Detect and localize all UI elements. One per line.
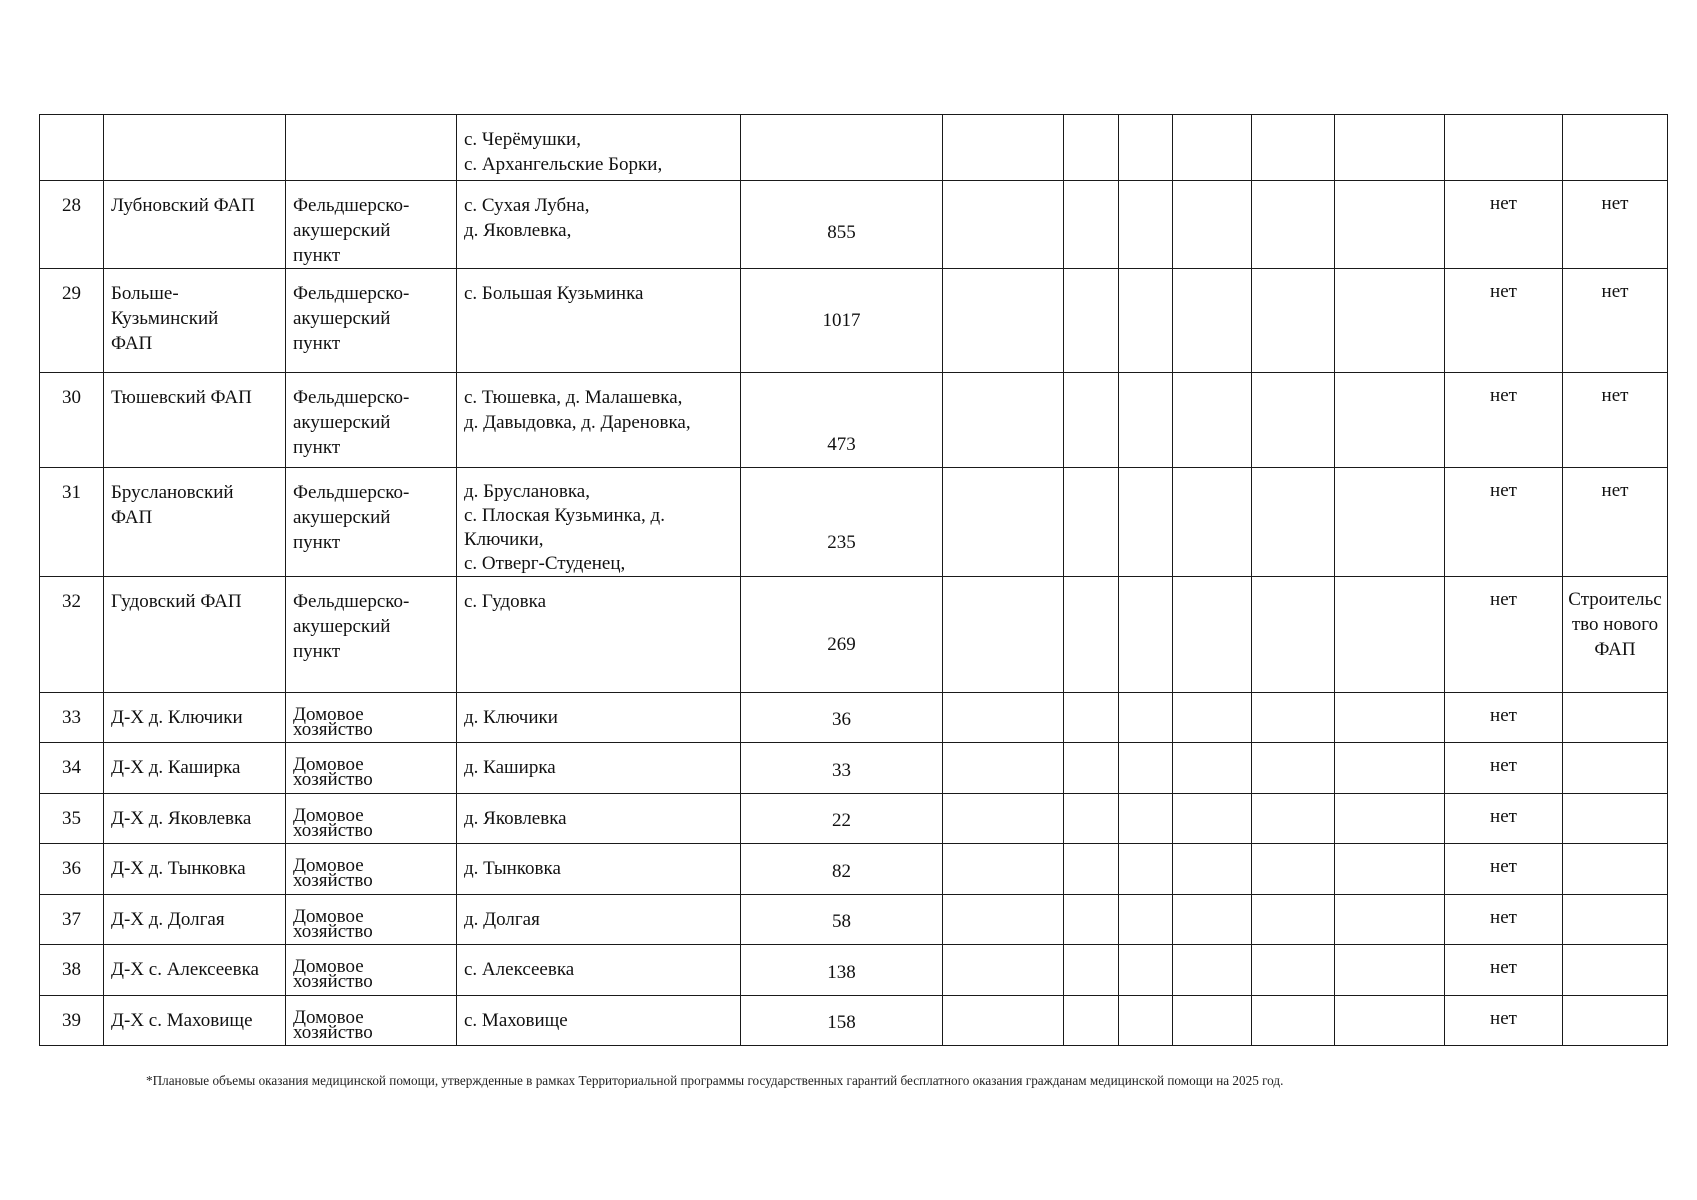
has-facility-cell: [1445, 181, 1563, 269]
empty-cell: [1064, 373, 1119, 468]
empty-cell: [943, 945, 1064, 996]
plan-cell: [1563, 181, 1668, 269]
facility-type-cell: [286, 693, 457, 743]
empty-cell: [1064, 895, 1119, 945]
facility-name-line: Д-Х д. Яковлевка: [111, 808, 252, 829]
plan-cell: [1563, 794, 1668, 844]
row-number: 37: [62, 909, 81, 930]
facility-type-line: Фельдшерско-: [293, 195, 410, 216]
plan-line: тво нового: [1571, 614, 1659, 635]
locality-line: д. Яковлевка: [464, 808, 567, 829]
facility-name-cell: [104, 743, 286, 794]
facility-name-cell: [104, 996, 286, 1046]
empty-cell: [1252, 181, 1335, 269]
facility-type-line: хозяйство: [293, 719, 373, 740]
has-facility-value: нет: [1490, 281, 1517, 302]
row-number: 33: [62, 707, 81, 728]
row-number-cell: [40, 577, 104, 693]
facility-name-line: Д-Х д. Каширка: [111, 757, 241, 778]
facility-type-cell: [286, 743, 457, 794]
empty-cell: [1335, 895, 1445, 945]
population-cell: [741, 373, 943, 468]
locality-line: с. Гудовка: [464, 591, 547, 612]
population-value: 33: [832, 760, 851, 781]
population-cell: [741, 996, 943, 1046]
empty-cell: [1252, 895, 1335, 945]
facility-type-line: хозяйство: [293, 769, 373, 790]
facility-name-line: Д-Х д. Ключики: [111, 707, 243, 728]
locality-cell: [457, 743, 741, 794]
empty-cell: [1064, 181, 1119, 269]
empty-cell: [1119, 181, 1173, 269]
locality-line: д. Яковлевка,: [464, 220, 572, 241]
plan-cell: [1563, 468, 1668, 577]
table-row: [40, 693, 1668, 743]
empty-cell: [1252, 577, 1335, 693]
population-value: 82: [832, 861, 851, 882]
table-row: [40, 996, 1668, 1046]
locality-cell: [457, 577, 741, 693]
plan-cell: [1563, 895, 1668, 945]
facility-name-line: Д-Х д. Долгая: [111, 909, 225, 930]
facility-name-cell: [104, 115, 286, 181]
facility-type-line: Домовое: [293, 805, 364, 826]
plan-line: Строительс: [1568, 589, 1662, 610]
has-facility-cell: [1445, 945, 1563, 996]
facility-type-line: пункт: [293, 333, 341, 354]
row-number: 31: [62, 482, 81, 503]
row-number-cell: [40, 693, 104, 743]
facility-type-line: Фельдшерско-: [293, 591, 410, 612]
facility-type-line: хозяйство: [293, 971, 373, 992]
population-cell: [741, 269, 943, 373]
plan-cell: [1563, 743, 1668, 794]
empty-cell: [1252, 468, 1335, 577]
empty-cell: [1064, 794, 1119, 844]
empty-cell: [1335, 373, 1445, 468]
row-number-cell: [40, 895, 104, 945]
facility-name-cell: [104, 895, 286, 945]
empty-cell: [1119, 895, 1173, 945]
row-number-cell: [40, 269, 104, 373]
empty-cell: [1173, 181, 1252, 269]
has-facility-cell: [1445, 468, 1563, 577]
facility-type-line: Домовое: [293, 906, 364, 927]
facility-type-cell: [286, 577, 457, 693]
table-row: [40, 743, 1668, 794]
has-facility-cell: [1445, 115, 1563, 181]
empty-cell: [1173, 693, 1252, 743]
locality-line: с. Алексеевка: [464, 959, 575, 980]
facility-type-cell: [286, 269, 457, 373]
facility-type-line: акушерский: [293, 412, 391, 433]
facility-type-line: Домовое: [293, 956, 364, 977]
empty-cell: [1064, 468, 1119, 577]
empty-cell: [1064, 693, 1119, 743]
facility-type-line: хозяйство: [293, 1022, 373, 1043]
population-value: 36: [832, 709, 851, 730]
empty-cell: [1119, 844, 1173, 895]
has-facility-value: нет: [1490, 385, 1517, 406]
empty-cell: [943, 844, 1064, 895]
empty-cell: [1173, 269, 1252, 373]
has-facility-value: нет: [1490, 705, 1517, 726]
population-value: 22: [832, 810, 851, 831]
empty-cell: [1335, 577, 1445, 693]
facility-name-cell: [104, 693, 286, 743]
facility-type-line: пункт: [293, 641, 341, 662]
locality-cell: [457, 269, 741, 373]
facility-type-line: Домовое: [293, 704, 364, 725]
empty-cell: [1173, 844, 1252, 895]
row-number: 32: [62, 591, 81, 612]
facility-name-cell: [104, 577, 286, 693]
facility-name-line: Д-Х с. Алексеевка: [111, 959, 259, 980]
has-facility-value: нет: [1490, 957, 1517, 978]
plan-line: нет: [1601, 480, 1629, 501]
has-facility-cell: [1445, 794, 1563, 844]
row-number-cell: [40, 743, 104, 794]
empty-cell: [1252, 996, 1335, 1046]
empty-cell: [1064, 996, 1119, 1046]
locality-line: с. Большая Кузьминка: [464, 283, 644, 304]
table-row: [40, 945, 1668, 996]
facility-name-line: Д-Х с. Маховище: [111, 1010, 253, 1031]
row-number: 30: [62, 387, 81, 408]
locality-line: с. Черёмушки,: [464, 129, 581, 150]
facility-name-cell: [104, 844, 286, 895]
population-value: 473: [827, 434, 856, 455]
row-number-cell: [40, 794, 104, 844]
population-cell: [741, 468, 943, 577]
facility-name-line: Тюшевский ФАП: [111, 387, 252, 408]
empty-cell: [1173, 895, 1252, 945]
table-row: [40, 895, 1668, 945]
locality-line: с. Отверг-Студенец,: [464, 553, 626, 574]
empty-cell: [1173, 468, 1252, 577]
facility-type-cell: [286, 996, 457, 1046]
empty-cell: [1064, 115, 1119, 181]
empty-cell: [1119, 468, 1173, 577]
locality-cell: [457, 996, 741, 1046]
empty-cell: [1064, 945, 1119, 996]
table-row: [40, 844, 1668, 895]
empty-cell: [1173, 577, 1252, 693]
empty-cell: [943, 996, 1064, 1046]
facility-type-cell: [286, 844, 457, 895]
empty-cell: [943, 269, 1064, 373]
locality-line: д. Каширка: [464, 757, 556, 778]
empty-cell: [1173, 743, 1252, 794]
facility-name-cell: [104, 373, 286, 468]
population-value: 138: [827, 962, 856, 983]
has-facility-cell: [1445, 743, 1563, 794]
has-facility-cell: [1445, 693, 1563, 743]
plan-cell: [1563, 996, 1668, 1046]
has-facility-value: нет: [1490, 193, 1517, 214]
population-cell: [741, 794, 943, 844]
empty-cell: [1119, 269, 1173, 373]
population-cell: [741, 844, 943, 895]
row-number: 39: [62, 1010, 81, 1031]
has-facility-cell: [1445, 269, 1563, 373]
plan-cell: [1563, 577, 1668, 693]
plan-cell: [1563, 693, 1668, 743]
empty-cell: [943, 181, 1064, 269]
plan-line: ФАП: [1594, 639, 1636, 660]
locality-cell: [457, 115, 741, 181]
row-number: 28: [62, 195, 81, 216]
row-number: 36: [62, 858, 81, 879]
plan-line: нет: [1601, 385, 1629, 406]
facility-type-cell: [286, 373, 457, 468]
table-row: [40, 115, 1668, 181]
empty-cell: [1119, 794, 1173, 844]
facility-type-cell: [286, 895, 457, 945]
has-facility-cell: [1445, 895, 1563, 945]
has-facility-cell: [1445, 577, 1563, 693]
row-number-cell: [40, 468, 104, 577]
empty-cell: [1252, 693, 1335, 743]
population-value: 58: [832, 911, 851, 932]
plan-line: нет: [1601, 193, 1629, 214]
row-number-cell: [40, 945, 104, 996]
empty-cell: [1252, 945, 1335, 996]
table-body: [40, 115, 1668, 1046]
row-number-cell: [40, 844, 104, 895]
empty-cell: [1119, 693, 1173, 743]
facility-name-line: Бруслановский: [111, 482, 234, 503]
facility-type-line: Домовое: [293, 754, 364, 775]
row-number: 29: [62, 283, 81, 304]
population-cell: [741, 743, 943, 794]
facility-type-line: Домовое: [293, 1007, 364, 1028]
row-number: 34: [62, 757, 81, 778]
empty-cell: [1252, 844, 1335, 895]
population-value: 1017: [822, 310, 861, 331]
empty-cell: [1252, 373, 1335, 468]
locality-cell: [457, 945, 741, 996]
empty-cell: [943, 468, 1064, 577]
empty-cell: [943, 693, 1064, 743]
empty-cell: [1252, 115, 1335, 181]
empty-cell: [943, 743, 1064, 794]
population-cell: [741, 181, 943, 269]
locality-line: с. Тюшевка, д. Малашевка,: [464, 387, 683, 408]
empty-cell: [943, 794, 1064, 844]
empty-cell: [1173, 115, 1252, 181]
locality-cell: [457, 468, 741, 577]
locality-line: д. Тынковка: [464, 858, 561, 879]
table-row: [40, 181, 1668, 269]
empty-cell: [1064, 269, 1119, 373]
has-facility-cell: [1445, 844, 1563, 895]
empty-cell: [1335, 743, 1445, 794]
plan-cell: [1563, 844, 1668, 895]
facility-name-cell: [104, 269, 286, 373]
facility-type-line: хозяйство: [293, 921, 373, 942]
empty-cell: [1119, 996, 1173, 1046]
locality-line: с. Сухая Лубна,: [464, 195, 590, 216]
plan-cell: [1563, 373, 1668, 468]
population-cell: [741, 895, 943, 945]
has-facility-value: нет: [1490, 480, 1517, 501]
population-cell: [741, 945, 943, 996]
population-value: 235: [827, 531, 856, 553]
facility-type-line: пункт: [293, 437, 341, 458]
locality-line: д. Долгая: [464, 909, 540, 930]
empty-cell: [1335, 794, 1445, 844]
locality-cell: [457, 844, 741, 895]
table-row: [40, 269, 1668, 373]
empty-cell: [943, 577, 1064, 693]
locality-line: с. Плоская Кузьминка, д.: [464, 505, 665, 526]
empty-cell: [943, 373, 1064, 468]
facility-type-line: Фельдшерско-: [293, 387, 410, 408]
empty-cell: [1119, 373, 1173, 468]
table-row: [40, 468, 1668, 577]
facility-type-line: пункт: [293, 532, 341, 553]
table-row: [40, 577, 1668, 693]
facility-type-line: акушерский: [293, 616, 391, 637]
facility-type-cell: [286, 794, 457, 844]
empty-cell: [1173, 373, 1252, 468]
empty-cell: [1173, 996, 1252, 1046]
facilities-table: [39, 114, 1668, 1046]
empty-cell: [1119, 577, 1173, 693]
empty-cell: [1335, 181, 1445, 269]
empty-cell: [1252, 743, 1335, 794]
row-number-cell: [40, 373, 104, 468]
locality-line: Ключики,: [464, 529, 544, 550]
locality-line: д. Ключики: [464, 707, 558, 728]
population-value: 855: [827, 222, 856, 243]
empty-cell: [1335, 945, 1445, 996]
facility-type-line: Домовое: [293, 855, 364, 876]
facility-name-line: ФАП: [111, 507, 153, 528]
locality-line: д. Бруслановка,: [464, 481, 590, 502]
empty-cell: [1252, 269, 1335, 373]
facility-type-cell: [286, 945, 457, 996]
facility-name-line: Гудовский ФАП: [111, 591, 242, 612]
has-facility-value: нет: [1490, 806, 1517, 827]
empty-cell: [943, 895, 1064, 945]
locality-cell: [457, 794, 741, 844]
empty-cell: [1119, 945, 1173, 996]
has-facility-value: нет: [1490, 856, 1517, 877]
facility-type-line: акушерский: [293, 308, 391, 329]
facility-type-line: акушерский: [293, 507, 391, 528]
empty-cell: [1335, 269, 1445, 373]
facility-name-cell: [104, 794, 286, 844]
locality-cell: [457, 181, 741, 269]
population-cell: [741, 577, 943, 693]
facility-name-line: Д-Х д. Тынковка: [111, 858, 246, 879]
facility-type-line: хозяйство: [293, 820, 373, 841]
empty-cell: [1335, 996, 1445, 1046]
empty-cell: [1064, 577, 1119, 693]
plan-line: нет: [1601, 281, 1629, 302]
has-facility-cell: [1445, 996, 1563, 1046]
locality-cell: [457, 895, 741, 945]
facility-type-line: пункт: [293, 245, 341, 266]
has-facility-value: нет: [1490, 755, 1517, 776]
empty-cell: [1173, 945, 1252, 996]
facility-type-line: акушерский: [293, 220, 391, 241]
locality-line: д. Давыдовка, д. Дареновка,: [464, 412, 691, 433]
population-value: 269: [827, 634, 856, 655]
empty-cell: [1064, 844, 1119, 895]
empty-cell: [1335, 115, 1445, 181]
facility-name-cell: [104, 945, 286, 996]
row-number: 35: [62, 808, 81, 829]
facility-name-line: Кузьминский: [111, 308, 219, 329]
population-cell: [741, 693, 943, 743]
has-facility-value: нет: [1490, 907, 1517, 928]
locality-cell: [457, 373, 741, 468]
facility-name-line: Больше-: [111, 283, 179, 304]
population-value: 158: [827, 1012, 856, 1033]
empty-cell: [1173, 794, 1252, 844]
facility-name-cell: [104, 468, 286, 577]
plan-cell: [1563, 269, 1668, 373]
empty-cell: [1064, 743, 1119, 794]
facility-type-cell: [286, 468, 457, 577]
empty-cell: [1335, 844, 1445, 895]
empty-cell: [1119, 115, 1173, 181]
plan-cell: [1563, 115, 1668, 181]
row-number-cell: [40, 115, 104, 181]
empty-cell: [1335, 693, 1445, 743]
empty-cell: [1335, 468, 1445, 577]
row-number-cell: [40, 181, 104, 269]
table-row: [40, 373, 1668, 468]
facility-name-line: ФАП: [111, 333, 153, 354]
locality-cell: [457, 693, 741, 743]
has-facility-cell: [1445, 373, 1563, 468]
empty-cell: [1119, 743, 1173, 794]
facility-name-cell: [104, 181, 286, 269]
facility-type-line: Фельдшерско-: [293, 482, 410, 503]
facility-type-line: Фельдшерско-: [293, 283, 410, 304]
facility-type-line: хозяйство: [293, 870, 373, 891]
has-facility-value: нет: [1490, 589, 1517, 610]
facility-type-cell: [286, 115, 457, 181]
facility-name-line: Лубновский ФАП: [111, 195, 255, 216]
empty-cell: [1252, 794, 1335, 844]
plan-cell: [1563, 945, 1668, 996]
facility-type-cell: [286, 181, 457, 269]
has-facility-value: нет: [1490, 1008, 1517, 1029]
row-number-cell: [40, 996, 104, 1046]
table-row: [40, 794, 1668, 844]
empty-cell: [943, 115, 1064, 181]
locality-line: с. Маховище: [464, 1010, 568, 1031]
row-number: 38: [62, 959, 81, 980]
footnote: *Плановые объемы оказания медицинской помощи, утвержденные в рамках Территориальной программы государственных гарантий бесплатного оказания гражданам медицинской помощи на 2025 год.: [146, 1073, 1284, 1088]
population-cell: [741, 115, 943, 181]
locality-line: с. Архангельские Борки,: [464, 154, 663, 175]
